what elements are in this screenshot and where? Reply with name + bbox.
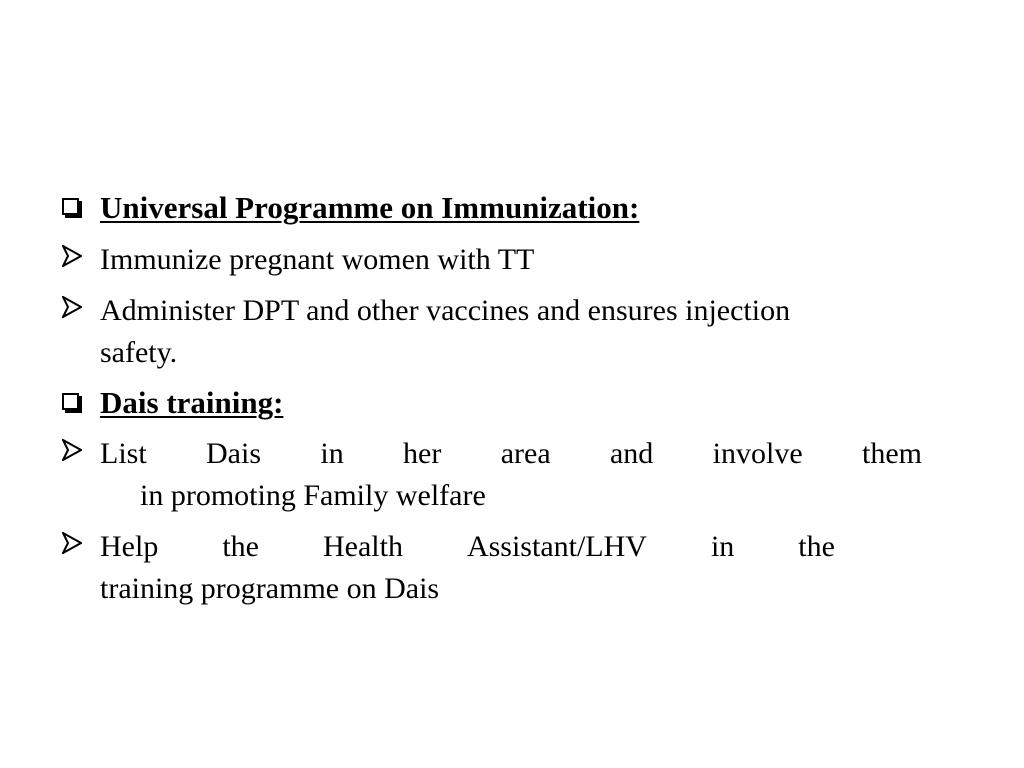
heading-dais-training: Dais training: bbox=[100, 385, 284, 420]
word: in bbox=[320, 437, 344, 470]
item-text-line1: Administer DPT and other vaccines and ensures injection bbox=[100, 294, 791, 327]
item-text: Immunize pregnant women with TT bbox=[100, 243, 535, 276]
item-text-line2: in promoting Family welfare bbox=[140, 479, 486, 512]
item-text-line1 bbox=[100, 433, 922, 475]
arrow-bullet-icon bbox=[62, 290, 92, 332]
arrow-bullet-icon bbox=[62, 239, 92, 281]
word: the bbox=[222, 530, 259, 563]
word: her bbox=[403, 437, 442, 470]
arrow-bullet-icon bbox=[62, 526, 92, 568]
word: and bbox=[609, 437, 654, 470]
word: the bbox=[798, 530, 835, 563]
item-text-line2: training programme on Dais bbox=[100, 572, 440, 605]
word: Health bbox=[322, 530, 403, 563]
arrow-bullet-icon bbox=[62, 433, 92, 475]
square-bullet-icon bbox=[62, 187, 92, 229]
word: Assistant/LHV bbox=[466, 530, 647, 563]
word: them bbox=[862, 437, 922, 470]
word: Dais bbox=[206, 437, 262, 470]
word: area bbox=[500, 437, 551, 470]
item-text-line1 bbox=[100, 526, 835, 568]
word: in bbox=[710, 530, 735, 563]
word: involve bbox=[712, 437, 803, 470]
square-bullet-icon bbox=[62, 382, 92, 424]
item-text-line2: safety. bbox=[100, 336, 178, 369]
word: List bbox=[100, 437, 147, 470]
word: Help bbox=[100, 530, 159, 563]
heading-immunization: Universal Programme on Immunization: bbox=[100, 190, 640, 225]
